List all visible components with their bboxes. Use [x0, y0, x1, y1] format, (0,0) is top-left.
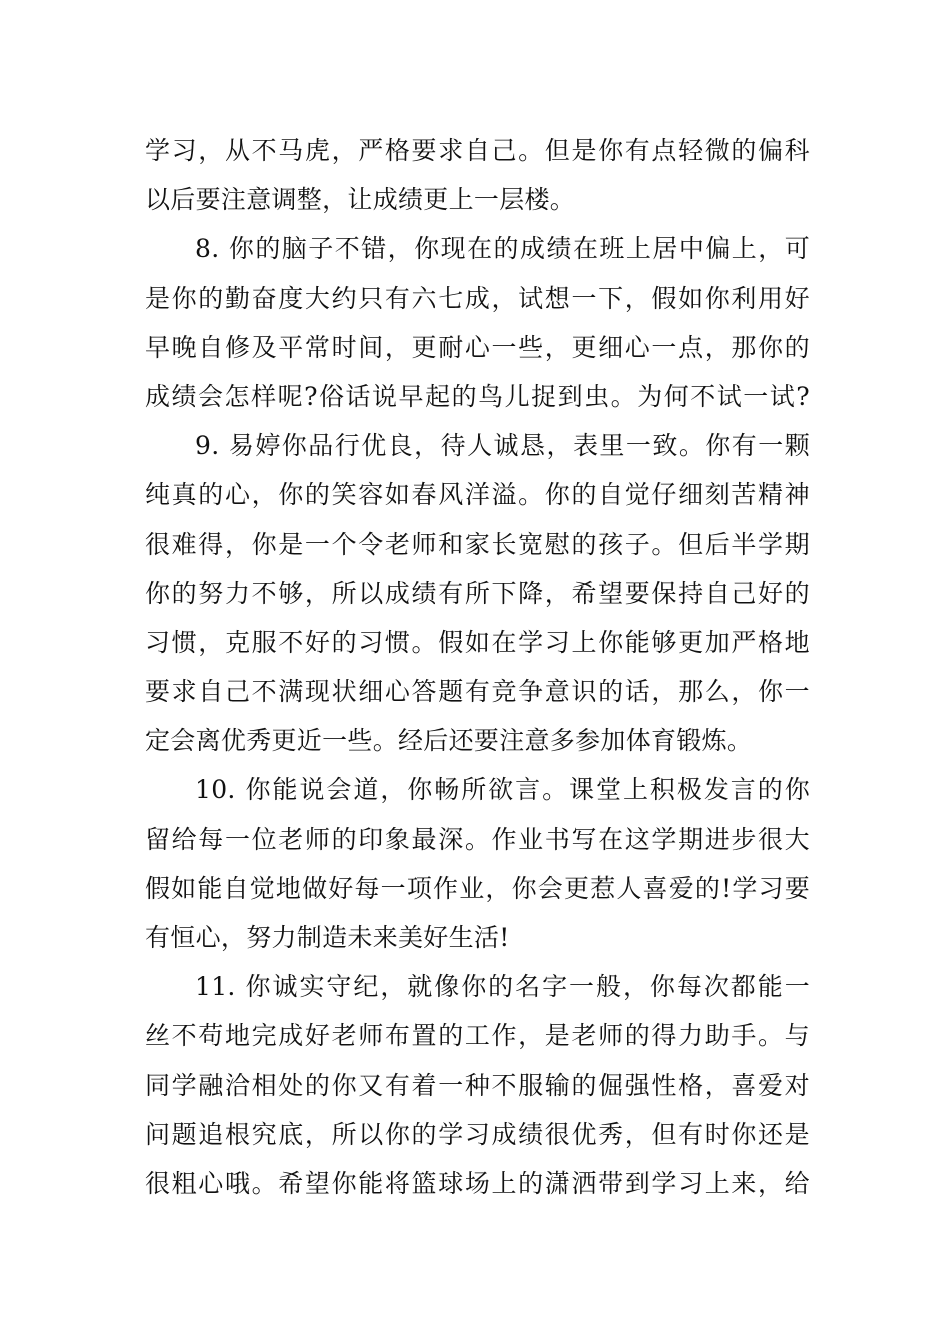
paragraph-comment-9 — [145, 421, 810, 765]
document-body — [145, 126, 810, 1208]
text-line: 你的努力不够，所以成绩有所下降，希望要保持自己好的 — [145, 578, 810, 608]
paragraph-comment-8 — [145, 224, 810, 421]
text-line: 很难得，你是一个令老师和家长宽慰的孩子。但后半学期 — [145, 529, 810, 559]
text-line: 早晚自修及平常时间，更耐心一些，更细心一点，那你的 — [145, 332, 810, 362]
text-line: 同学融洽相处的你又有着一种不服输的倔强性格，喜爱对 — [145, 1070, 810, 1100]
text-line: 纯真的心，你的笑容如春风洋溢。你的自觉仔细刻苦精神 — [145, 480, 810, 510]
text-line: 留给每一位老师的印象最深。作业书写在这学期进步很大 — [145, 824, 810, 854]
text-line: 定会离优秀更近一些。经后还要注意多参加体育锻炼。 — [145, 726, 753, 756]
text-line: 是你的勤奋度大约只有六七成，试想一下，假如你利用好 — [145, 283, 810, 313]
text-line: 有恒心，努力制造未来美好生活! — [145, 923, 510, 952]
text-line: 要求自己不满现状细心答题有竞争意识的话，那么，你一 — [145, 677, 810, 707]
paragraph-comment-11 — [145, 962, 810, 1208]
text-line: 10. 你能说会道，你畅所欲言。课堂上积极发言的你 — [195, 775, 810, 805]
text-line: 假如能自觉地做好每一项作业，你会更惹人喜爱的!学习要 — [145, 873, 810, 903]
text-line: 11. 你诚实守纪，就像你的名字一般，你每次都能一 — [195, 972, 810, 1002]
text-line: 学习，从不马虎，严格要求自己。但是你有点轻微的偏科 — [145, 136, 810, 165]
text-line: 8. 你的脑子不错，你现在的成绩在班上居中偏上，可 — [195, 234, 810, 264]
paragraph-continuation — [145, 126, 810, 224]
text-line: 丝不苟地完成好老师布置的工作，是老师的得力助手。与 — [145, 1021, 810, 1051]
text-line: 成绩会怎样呢?俗话说早起的鸟儿捉到虫。为何不试一试? — [145, 381, 810, 411]
text-line: 9. 易婷你品行优良，待人诚恳，表里一致。你有一颗 — [195, 431, 810, 461]
text-line: 很粗心哦。希望你能将篮球场上的潇洒带到学习上来，给 — [145, 1168, 810, 1198]
text-line: 习惯，克服不好的习惯。假如在学习上你能够更加严格地 — [145, 627, 810, 657]
text-line: 问题追根究底，所以你的学习成绩很优秀，但有时你还是 — [145, 1119, 810, 1149]
paragraph-comment-10 — [145, 765, 810, 962]
text-line: 以后要注意调整，让成绩更上一层楼。 — [145, 185, 576, 215]
